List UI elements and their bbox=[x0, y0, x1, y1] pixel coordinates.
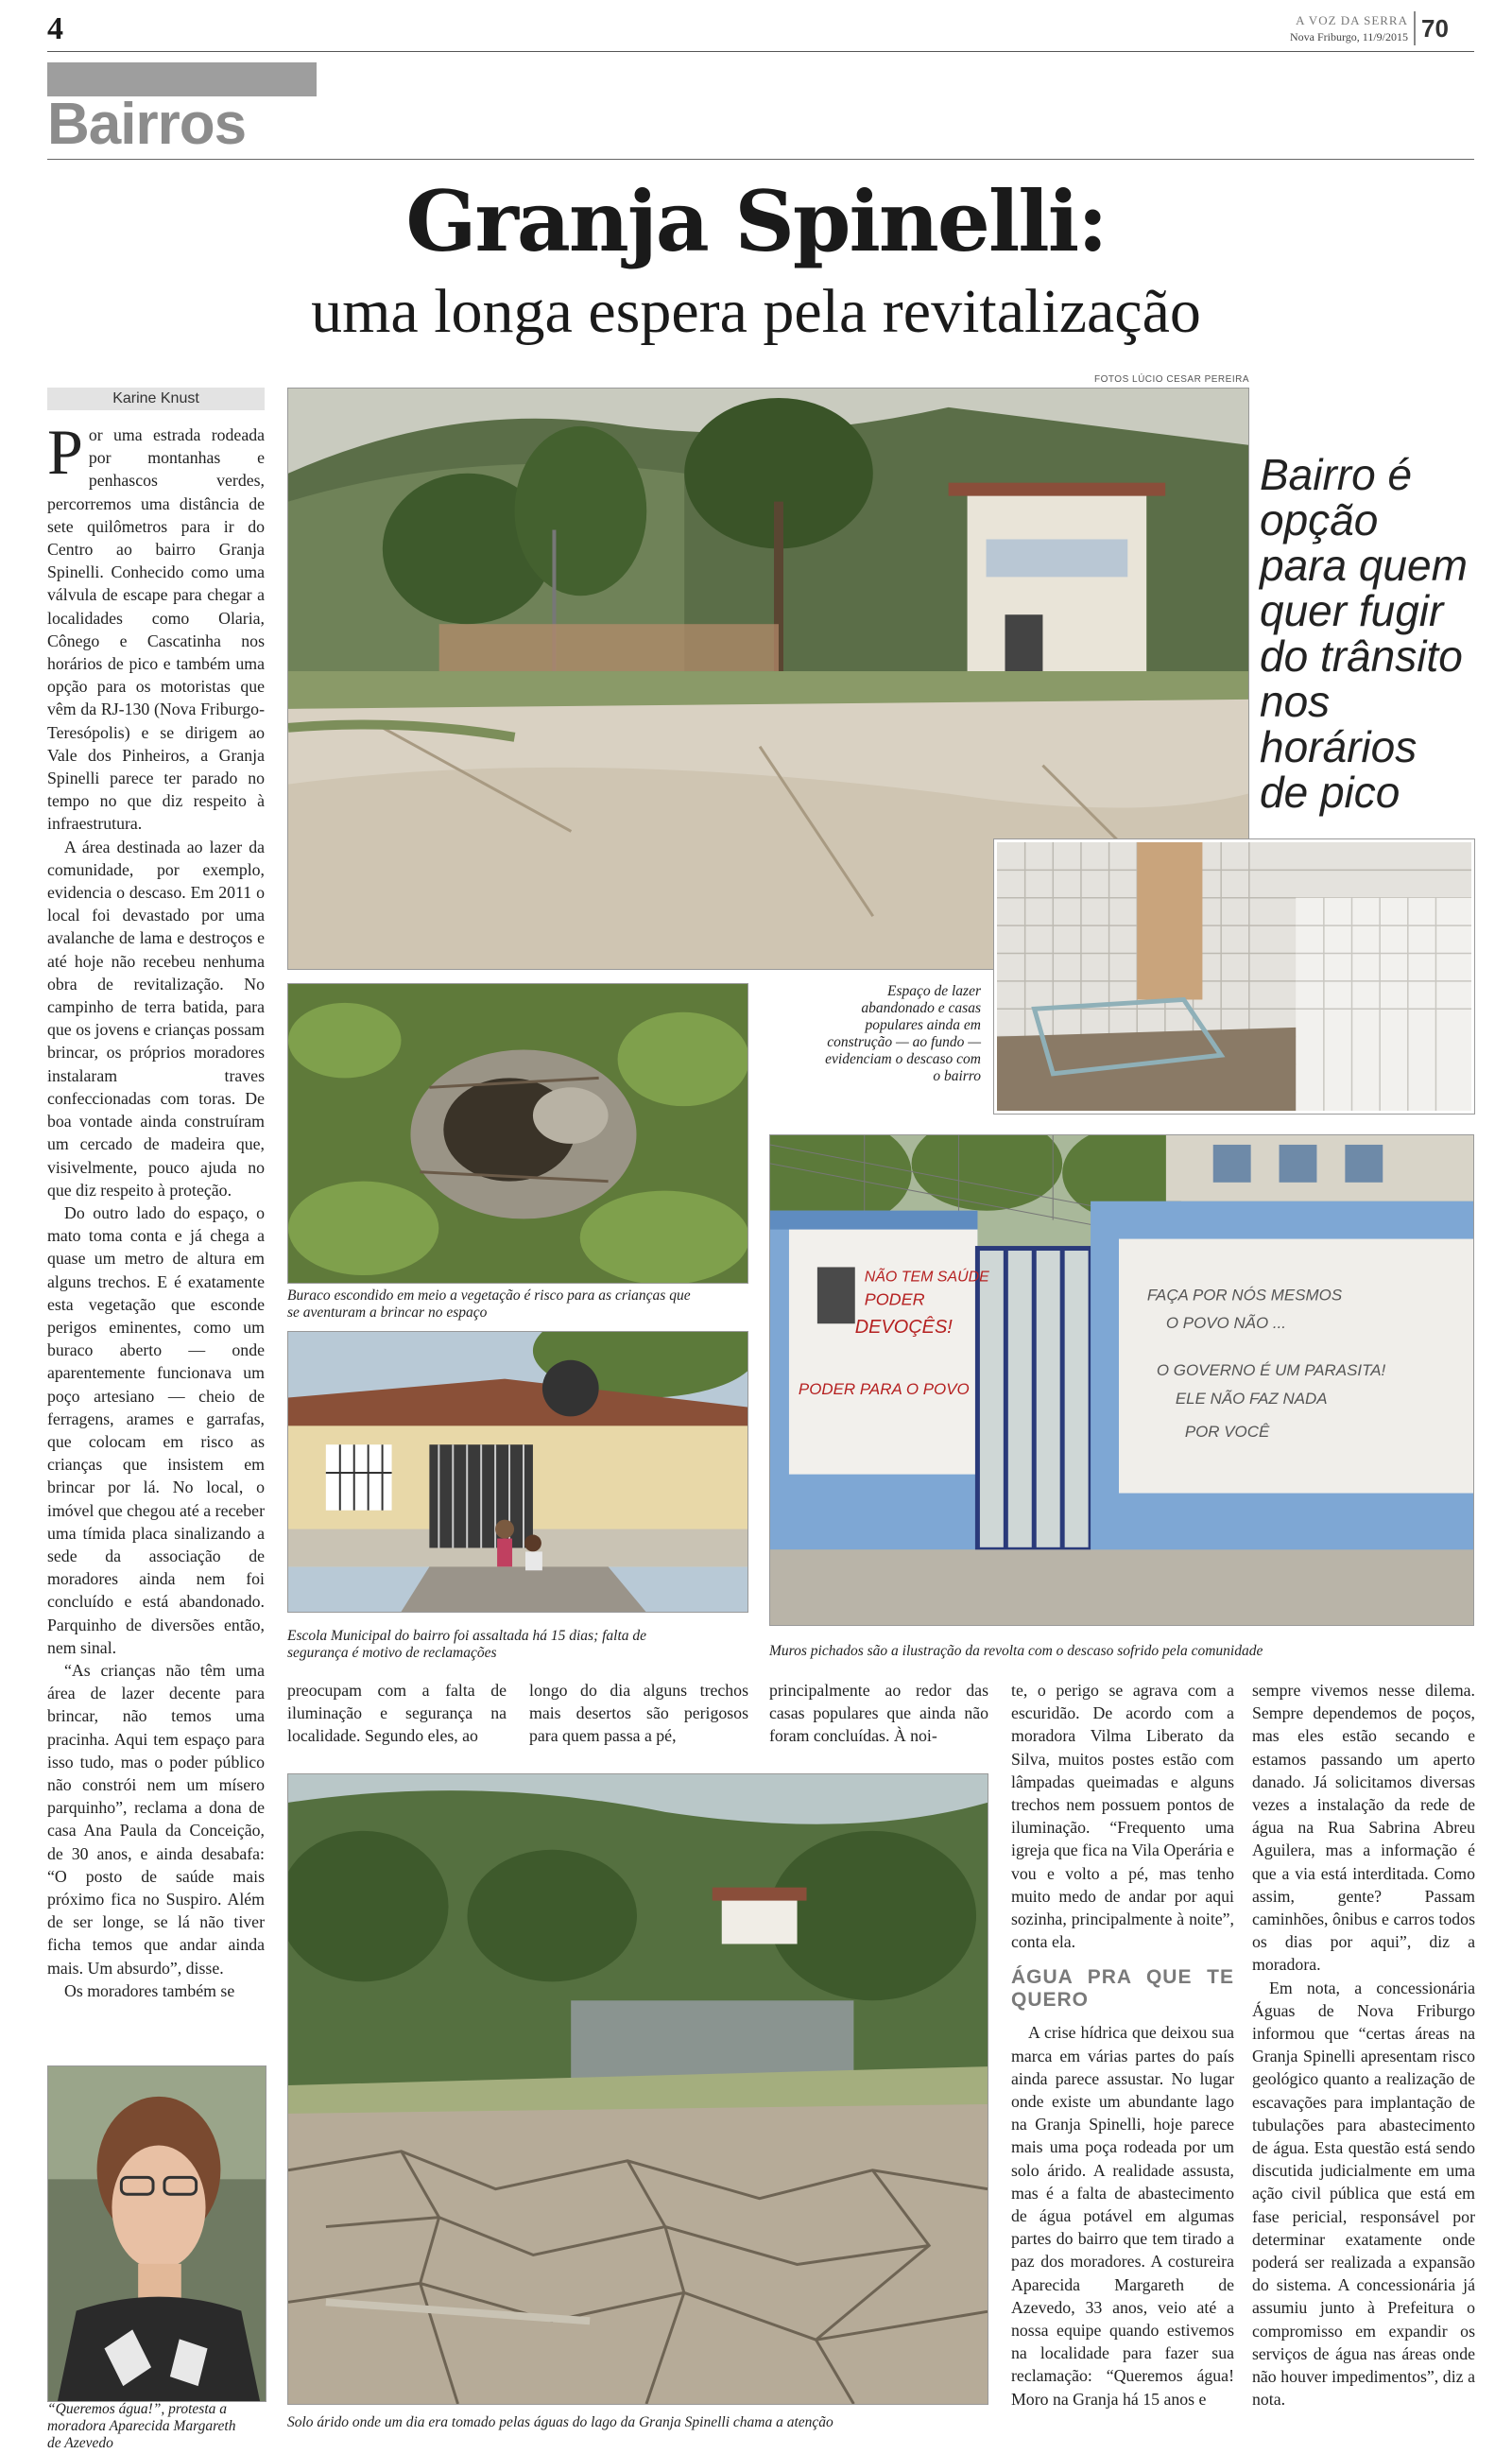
graffiti-text: PODER bbox=[864, 1289, 925, 1309]
top-rule bbox=[47, 51, 1474, 52]
article-column-4: principalmente ao redor das casas populares que ainda não foram concluídas. À noi- bbox=[769, 1681, 988, 1746]
drop-cap: P bbox=[47, 416, 83, 488]
pull-quote: Bairro é opção para quem quer fugir do trânsito nos horários de pico bbox=[1260, 450, 1468, 817]
graffiti-wall-photo bbox=[769, 1134, 1474, 1626]
author-byline: Karine Knust bbox=[47, 388, 265, 410]
article-paragraph: A área destinada ao lazer da comunidade, por exemplo, evidencia o descaso. Em 2011 o local foi devastado por uma avalanche de lama e destroços e até hoje não recebeu nenhuma obra de revitalização. No campinho de terra batida, para que os jovens e crianças possam brincar, os próprios moradores instalaram traves confeccionadas com toras. De boa vontade ainda construíram um cercado de madeira que, visivelmente, pouco ajuda no que diz respeito à proteção. bbox=[47, 837, 265, 1200]
hole-photo bbox=[287, 983, 748, 1284]
article-column-3: longo do dia alguns trechos mais desertos são perigosos para quem passa a pé, bbox=[529, 1681, 748, 1746]
section-title: Bairros bbox=[47, 92, 247, 157]
section-rule bbox=[47, 159, 1474, 160]
graffiti-text: FAÇA POR NÓS MESMOS bbox=[1146, 1286, 1343, 1305]
article-column-2: preocupam com a falta de iluminação e segurança na localidade. Segundo eles, ao bbox=[287, 1681, 507, 1746]
article-paragraph: Os moradores também se bbox=[64, 1980, 235, 2000]
graffiti-text: O POVO NÃO ... bbox=[1165, 1314, 1287, 1333]
graffiti-text: PODER PARA O POVO bbox=[798, 1379, 970, 1398]
graffiti-text: ELE NÃO FAZ NADA bbox=[1175, 1389, 1328, 1408]
masthead-date: Nova Friburgo, 11/9/2015 bbox=[1290, 30, 1408, 43]
headline: Granja Spinelli: bbox=[405, 172, 1107, 270]
hole-caption: Buraco escondido em meio a vegetação é risco para as crianças que se aventuram a brincar no espaço bbox=[287, 1287, 691, 1321]
school-caption: Escola Municipal do bairro foi assaltada há 15 dias; falta de segurança é motivo de reclamações bbox=[287, 1628, 647, 1661]
bathroom-photo bbox=[994, 839, 1474, 1114]
portrait-photo bbox=[47, 2065, 266, 2402]
article-column-5: te, o perigo se agrava com a escuridão. De acordo com a moradora Vilma Liberato da Silva, muitos postes estão com lâmpadas queimadas e alguns trechos nem possuem pontos de iluminação. “Frequento uma igreja que fica na Vila Operária e vou e volto a pé, mas tenho muito medo de andar por aqui sozinha, principalmente à noite”, conta ela. ÁGUA PRA QUE TE QUERO A crise hídrica que deixou sua marca em várias partes do país ainda parece assustar. No lugar onde existe um abundante lago na Granja Spinelli, hoje parece mais uma poça rodeada por um solo árido. A realidade assusta, mas é a falta de abastecimento de água potável em algumas partes do bairro que tem tirado a paz dos moradores. A costureira Aparecida Margareth de Azevedo, 33 anos, veio até a nossa equipe quando estivemos na localidade para fazer sua reclamação: “Queremos água! Moro na Granja há 15 anos e bbox=[1011, 1681, 1234, 2409]
article-paragraph: “As crianças não têm uma área de lazer decente para brincar, não temos uma pracinha. Aqui tem espaço para isso tudo, mas o poder público não constrói nem um mísero parquinho”, reclama a dona de casa Ana Paula da Conceição, de 30 anos, e ainda desabafa: “O posto de saúde mais próximo fica no Suspiro. Além de ser longe, se lá não tiver ficha temos que andar ainda mais. Um absurdo”, disse. bbox=[47, 1660, 265, 1978]
graffiti-text: O GOVERNO É UM PARASITA! bbox=[1156, 1361, 1386, 1380]
article-column-1 bbox=[47, 416, 265, 2059]
article-paragraph: Do outro lado do espaço, o mato toma conta e já chega a quase um metro de altura em alguns trechos. E é exatamente esta vegetação que esconde perigos eminentes, como um buraco aberto — onde aparentemente funcionava um poço artesiano — cheio de ferragens, arames e garrafas, que colocam em risco as crianças que insistem em brincar por lá. No local, o imóvel que chegou até a receber uma tímida placa sinalizando a sede da associação de moradores ainda nem foi concluído e está abandonado. Parquinho de diversões então, nem sinal. bbox=[47, 1202, 265, 1657]
graffiti-caption: Muros pichados são a ilustração da revolta com o descaso sofrido pela comunidade bbox=[769, 1643, 1263, 1659]
subheadline: uma longa espera pela revitalização bbox=[311, 277, 1201, 346]
section-subtitle: ÁGUA PRA QUE TE QUERO bbox=[1011, 1966, 1234, 2012]
photo-credit: FOTOS LÚCIO CESAR PEREIRA bbox=[1093, 374, 1249, 385]
graffiti-text: NÃO TEM SAÚDE bbox=[864, 1269, 989, 1286]
anniversary-logo: 70 bbox=[1414, 11, 1465, 45]
graffiti-text: POR VOCÊ bbox=[1184, 1422, 1270, 1441]
portrait-caption: “Queremos água!”, protesta a moradora Aparecida Margareth de Azevedo bbox=[47, 2401, 236, 2451]
dry-lake-caption: Solo árido onde um dia era tomado pelas águas do lago da Granja Spinelli chama a atenção bbox=[287, 2414, 833, 2430]
masthead-paper-name: A VOZ DA SERRA bbox=[1296, 13, 1408, 27]
page-number: 4 bbox=[47, 11, 63, 46]
leisure-caption: Espaço de lazer abandonado e casas populares ainda em construção — ao fundo — evidenciam o descaso com o bairro bbox=[825, 983, 981, 1084]
graffiti-text: DEVOÇÊS! bbox=[854, 1317, 953, 1339]
article-column-6: sempre vivemos nesse dilema. Sempre dependemos de poços, mas eles estão secando e estamos passando um aperto danado. Já solicitamos diversas vezes a instalação da rede de água na Rua Sabrina Abreu Aguilera, mas a informação é que a via está interditada. Como assim, gente? Passam caminhões, ônibus e carros todos os dias por aqui”, diz a moradora. Em nota, a concessionária Águas de Nova Friburgo informou que “certas áreas na Granja Spinelli apresentam risco geológico quanto a realização de escavações para implantação de tubulações para abastecimento de água. Esta questão está sendo discutida judicialmente em uma ação civil pública que está em fase pericial, responsável por determinar exatamente onde poderá ser realizada a expansão do sistema. A concessionária já assumiu junto à Prefeitura o compromisso em expandir os serviços de água nas áreas onde não houver impedimentos”, diz a nota. bbox=[1252, 1681, 1475, 2410]
school-photo bbox=[287, 1331, 748, 1613]
article-paragraph: Por uma estrada rodeada por montanhas e penhascos verdes, percorremos uma distância de sete quilômetros para ir do Centro ao bairro Granja Spinelli. Conhecido como uma válvula de escape para chegar a localidades como Olaria, Cônego e Cascatinha nos horários de pico e também uma opção para os motoristas que vêm da RJ-130 (Nova Friburgo-Teresópolis) e se dirigem ao Vale dos Pinheiros, a Granja Spinelli parece ter parado no tempo no que diz respeito à infraestrutura. bbox=[47, 416, 265, 834]
dry-lake-photo bbox=[287, 1773, 988, 2405]
masthead bbox=[1219, 11, 1465, 47]
